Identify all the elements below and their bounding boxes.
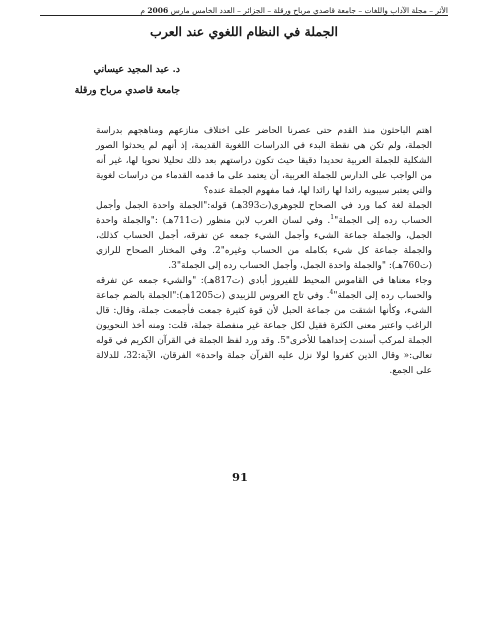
paragraph-text: . وفي تاج العروس للزبيدي (ت1205هـ):"الجملة بالضم جماعة الشيء، وكأنها اشتقت من جماعة الحبل لأن قوة كثيرة جمعت فأجمعت جملة، وقال: قال الراغب واعتبر معنى الكثرة فقيل لكل جماعة غير منفصلة جملة، قلت: ومنه أخذ النحويون الجملة لمركب أسندت إحداهما للأخرى"5. وقد ورد لفظ الجملة في القرآن الكريم في قوله تعالى:« وقال الذين كفروا لولا نزل عليه القرآن جملة واحدة» الفرقان، الآية:32، للدلالة على الجمع. [96,291,433,376]
issue-year: 2006 [147,6,169,15]
paragraph-text: وجاء معناها في القاموس المحيط للفيروز أبادي (ت817هـ): "والشيء جمعه عن تفرقه والحساب رده إلى الجملة" [96,276,432,301]
paragraph-text: الجملة لغة كما ورد في الصحاح للجوهري(ت393هـ) قوله:"الجملة واحدة الجمل وأجمل الحساب رده إلى الجملة" [96,201,432,226]
header-divider [40,15,448,16]
journal-name: الأثر – مجلة الآداب واللغات – جامعة قاصدي مرباح ورقلة – الجزائر – العدد الخامس مارس [168,6,448,15]
paragraph [96,274,432,379]
running-header [40,6,448,15]
paragraph [96,124,432,199]
article-body [96,124,432,379]
paragraph-text: . وفي لسان العرب لابن منظور (ت711هـ) :"والجملة واحدة الجمل، والجملة جماعة الشيء وأجمل الشيء جمعه عن تفرقه، أجمل الحساب كذلك، والجملة جماعة كل شيء بكامله من الحساب وغيره"2. وفي المختار الصحاح للرازي (ت760هـ): "والجملة واحدة الجمل، وأجمل الحساب رده إلى الجملة"3. [96,216,432,271]
footnote-ref: 4 [329,289,334,296]
year-suffix: م [140,6,148,15]
page-number: 91 [231,470,248,484]
footnote-ref: 1 [330,214,335,221]
author-name: د. عبد المجيد عيساني [93,64,180,75]
paragraph-text: اهتم الباحثون منذ القدم حتى عصرنا الحاضر على اختلاف منازعهم ومناهجهم بدراسة الجملة، ولم تكن هي نقطة البدء في الدراسات اللغوية القديمة، إذ أنهم لم يحدثوا الصور الشكلية للجملة العربية تحديدا دقيقا حيث تكون دراستهم بعد ذلك تحليلا نحويا لها، غير أنه من الواجب على الدارس للجملة العربية، أن يعتمد على ما قدمه القدماء من دراسات لغوية والتي يعتبر سيبويه رائدا لها رائدا لها، فما مفهوم الجملة عنده؟ [96,126,432,196]
author-affiliation: جامعة قاصدي مرباح ورقلة [74,85,180,96]
article-title: الجملة في النظام اللغوي عند العرب [150,24,338,39]
paragraph [96,199,432,274]
